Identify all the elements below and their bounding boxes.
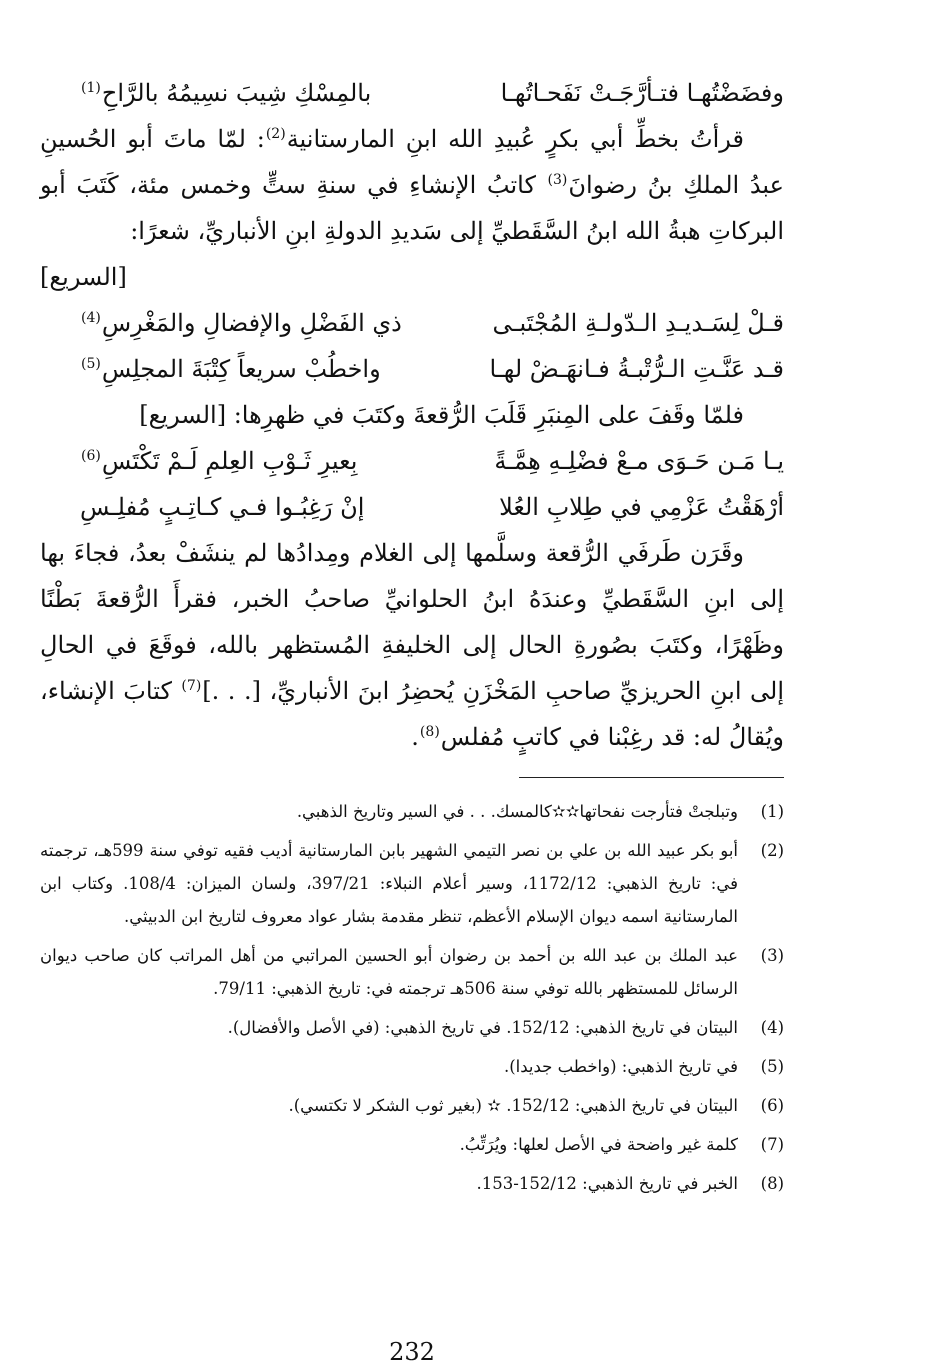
footnote-number: (1) (760, 802, 784, 821)
footnote (40, 795, 784, 828)
main-text (40, 70, 784, 760)
verse-line (40, 484, 784, 530)
footnote (40, 1011, 784, 1044)
footnote (40, 1167, 784, 1200)
footnote (40, 1089, 784, 1122)
footnote (40, 1128, 784, 1161)
meter-label: [السريع] (40, 263, 127, 291)
footnote-divider (519, 777, 784, 778)
verse-hemistich-right: أرْهَقْتُ عَزْمِي في طِلابِ العُلا (499, 493, 784, 521)
footnote-text: البيتان في تاريخ الذهبي: 152/12. في تاريخ الذهبي: (في الأصل والأفضال). (227, 1018, 738, 1037)
paragraph: وقَرَن طَرفَي الرُّقعة وسلَّمها إلى الغلام ومِدادُها لم ينشَفْ بعدُ، فجاءَ بها إلى ابنِ السَّقَطيِّ وعندَهُ ابنُ الحلوانيِّ صاحبُ الخبر، فقرأَ الرُّقعةَ بَطْنًا وظَهْرًا، وكتَبَ بصُورةِ الحال إلى الخليفةِ المُستظهر بالله، فوقَعَ في الحالِ إلى ابنِ الحريزيِّ صاحبِ المَخْزَنِ يُحضِرُ ابنَ الأنباريِّ، [. . .]$^{(7)}$ كتابَ الإنشاء، ويُقالُ له: قد رغِبْنا في كاتبٍ مُفلس$^{(8)}$. (40, 539, 785, 751)
footnote-number: (4) (760, 1018, 784, 1037)
verse-hemistich-left: إنْ رَغِبُـوا فـي كـاتِـبٍ مُفلِـسِ (80, 493, 365, 521)
paragraph: فلمّا وقَفَ على المِنبَرِ قَلَبَ الرُّقعةَ وكتَبَ في ظهرِها: [السريع] (139, 401, 744, 429)
footnote-ref[interactable]: (1) (81, 80, 101, 96)
verse-hemistich-right: قـد عَنَّـتِ الـرُّتْبـةُ فـانهَـضْ لهـا (489, 355, 784, 383)
verse-hemistich-right: قـلْ لِسَـديـدِ الـدّولـةِ المُجْتَبـى (492, 309, 784, 337)
footnote-number: (2) (760, 841, 784, 860)
paragraph: قرأتُ بخطِّ أبي بكرٍ عُبيدِ الله ابنِ المارستانية$^{(2)}$: لمّا ماتَ أبو الحُسينِ عبدُ الملكِ بنُ رضوانَ$^{(3)}$ كاتبُ الإنشاءِ في سنةِ ستٍّ وخمس مئة، كَتَبَ أبو البركاتِ هبةُ الله ابنُ السَّقَطيِّ إلى سَديدِ الدولةِ ابنِ الأنباريِّ، شعرًا: (40, 125, 784, 245)
verse-line (40, 70, 784, 116)
footnote-ref[interactable]: (7) (181, 678, 202, 694)
footnote-number: (7) (760, 1135, 784, 1154)
footnote-number: (5) (760, 1057, 784, 1076)
verse-line (40, 438, 784, 484)
footnote-text: كلمة غير واضحة في الأصل لعلها: ويُرَتِّبُ. (459, 1135, 738, 1154)
footnote-text: عبد الملك بن عبد الله بن أحمد بن رضوان أبو الحسين المراتبي من أهل المراتب كان صاحب ديوان الرسائل للمستظهر بالله توفي سنة 506هـ ترجمته في: تاريخ الذهبي: 79/11. (40, 946, 738, 998)
footnote-ref[interactable]: (2) (265, 126, 286, 142)
footnote-number: (3) (760, 946, 784, 965)
footnote-text: الخبر في تاريخ الذهبي: 152/12-153. (476, 1174, 738, 1193)
verse-hemistich-left: واخطُبْ سريعاً كِتْبَةَ المجلِسِ$^{(5)}$ (81, 355, 381, 383)
footnote-text: وتبلجتْ فتأرجت نفحاتها✫✫كالمسك. . . في السير وتاريخ الذهبي. (296, 802, 738, 821)
page-number: 232 (389, 1338, 435, 1366)
footnote-number: (6) (760, 1096, 784, 1115)
verse-hemistich-left: بِعيرِ ثَـوْبِ العِلمِ لَـمْ تَكْتَسِ$^{(6)}$ (81, 447, 358, 475)
footnote-ref[interactable]: (5) (81, 356, 101, 372)
verse-line (40, 300, 784, 346)
footnote-number: (8) (760, 1174, 784, 1193)
footnote-text: أبو بكر عبيد الله بن علي بن نصر التيمي الشهير بابن المارستانية أديب فقيه توفي سنة 599هـ، ترجمته في: تاريخ الذهبي: 1172/12، وسير أعلام النبلاء: 397/21، ولسان الميزان: 108/4. وكتاب ابن المارستانية اسمه ديوان الإسلام الأعظم، تنظر مقدمة بشار عواد معروف لتاريخ ابن الدبيثي. (40, 841, 738, 926)
book-page (40, 70, 785, 1366)
footnote-ref[interactable]: (8) (419, 724, 440, 740)
verse-hemistich-right: وفضَضْتُهـا فتـأرَّجَـتْ نَفَحـاتُهـا (500, 79, 784, 107)
footnote-text: في تاريخ الذهبي: (واخطب جديدا). (503, 1057, 738, 1076)
footnote-ref[interactable]: (6) (81, 448, 101, 464)
footnote (40, 834, 784, 933)
meter-label: [السريع] (139, 401, 227, 429)
verse-hemistich-right: يـا مَـن حَـوَى مـعْ فضْلِـهِ هِمَّـةً (494, 447, 784, 475)
footnote (40, 1050, 784, 1083)
footnote-ref[interactable]: (3) (547, 172, 568, 188)
verse-line (40, 346, 784, 392)
footnotes (40, 795, 784, 1206)
footnote-text: البيتان في تاريخ الذهبي: 152/12. ✫ (بغير ثوب الشكر لا تكتسي). (288, 1096, 738, 1115)
verse-hemistich-left: ذي الفَضْلِ والإفضالِ والمَغْرِسِ$^{(4)}$ (81, 309, 402, 337)
footnote (40, 939, 784, 1005)
footnote-ref[interactable]: (4) (81, 310, 101, 326)
verse-hemistich-left: بالمِسْكِ شِيبَ نسِيمُهُ بالرَّاحِ$^{(1)}$ (81, 79, 372, 107)
